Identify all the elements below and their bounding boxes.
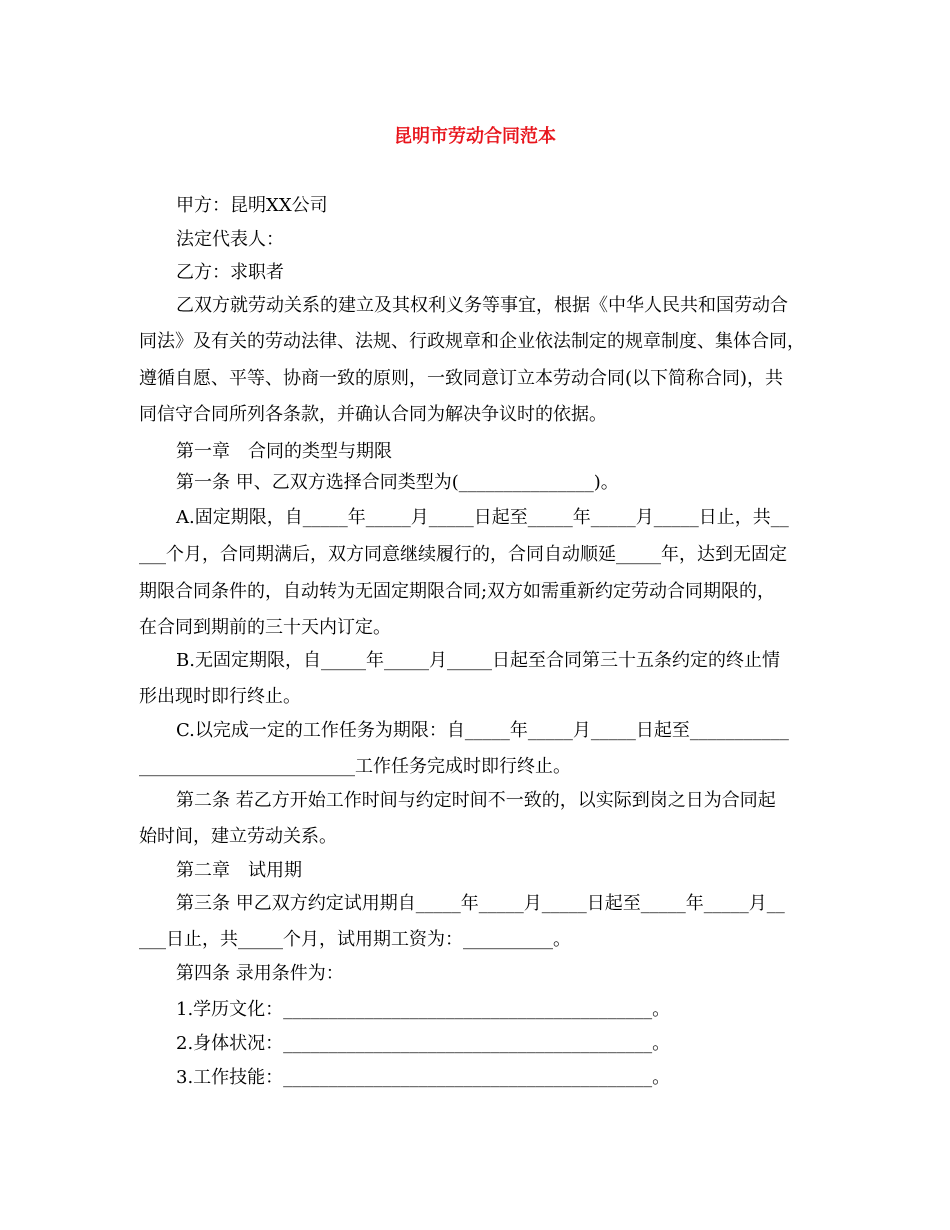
article-2-line: 始时间，建立劳动关系。 bbox=[139, 826, 337, 847]
chapter-heading: 第二章 试用期 bbox=[176, 860, 302, 881]
party-a: 甲方：昆明XX公司 bbox=[176, 195, 328, 216]
chapter-heading: 第一章 合同的类型与期限 bbox=[176, 441, 392, 462]
option-a-line: 期限合同条件的，自动转为无固定期限合同;双方如需重新约定劳动合同期限的， bbox=[139, 581, 776, 602]
preamble-line: 同信守合同所列各条款，并确认合同为解决争议时的依据。 bbox=[139, 404, 607, 425]
option-c-line: ________________________工作任务完成时即行终止。 bbox=[139, 756, 571, 777]
article-4: 第四条 录用条件为： bbox=[176, 963, 344, 984]
legal-representative: 法定代表人： bbox=[176, 229, 284, 250]
preamble-line: 遵循自愿、平等、协商一致的原则，一致同意订立本劳动合同(以下简称合同)，共 bbox=[139, 368, 784, 389]
condition-item: 3.工作技能：_________________________________________。 bbox=[176, 1067, 671, 1088]
option-a-line: ___个月，合同期满后，双方同意继续履行的，合同自动顺延_____年，达到无固定 bbox=[139, 544, 787, 565]
article-3-line: 第三条 甲乙双方约定试用期自_____年_____月_____日起至_____年_____月__ bbox=[176, 893, 785, 914]
condition-item: 1.学历文化：_________________________________________。 bbox=[176, 999, 671, 1020]
document-title: 昆明市劳动合同范本 bbox=[394, 126, 556, 147]
article-3-line: ___日止，共_____个月，试用期工资为：__________。 bbox=[139, 929, 571, 950]
option-b-line: 形出现时即行终止。 bbox=[139, 686, 301, 707]
condition-item: 2.身体状况：_________________________________________。 bbox=[176, 1033, 671, 1054]
option-c-line: C.以完成一定的工作任务为期限：自_____年_____月_____日起至___________ bbox=[176, 720, 789, 741]
preamble-line: 同法》及有关的劳动法律、法规、行政规章和企业依法制定的规章制度、集体合同， bbox=[139, 331, 805, 352]
party-b: 乙方：求职者 bbox=[176, 262, 284, 283]
article-2-line: 第二条 若乙方开始工作时间与约定时间不一致的，以实际到岗之日为合同起 bbox=[176, 790, 776, 811]
option-a-line: 在合同到期前的三十天内订定。 bbox=[139, 617, 391, 638]
option-a-line: A.固定期限，自_____年_____月_____日起至_____年_____月_____日止，共__ bbox=[176, 507, 789, 528]
option-b-line: B.无固定期限，自_____年_____月_____日起至合同第三十五条约定的终止情 bbox=[176, 650, 780, 671]
article-1: 第一条 甲、乙双方选择合同类型为(_______________)。 bbox=[176, 472, 619, 493]
preamble-line: 乙双方就劳动关系的建立及其权利义务等事宜，根据《中华人民共和国劳动合 bbox=[176, 295, 788, 316]
